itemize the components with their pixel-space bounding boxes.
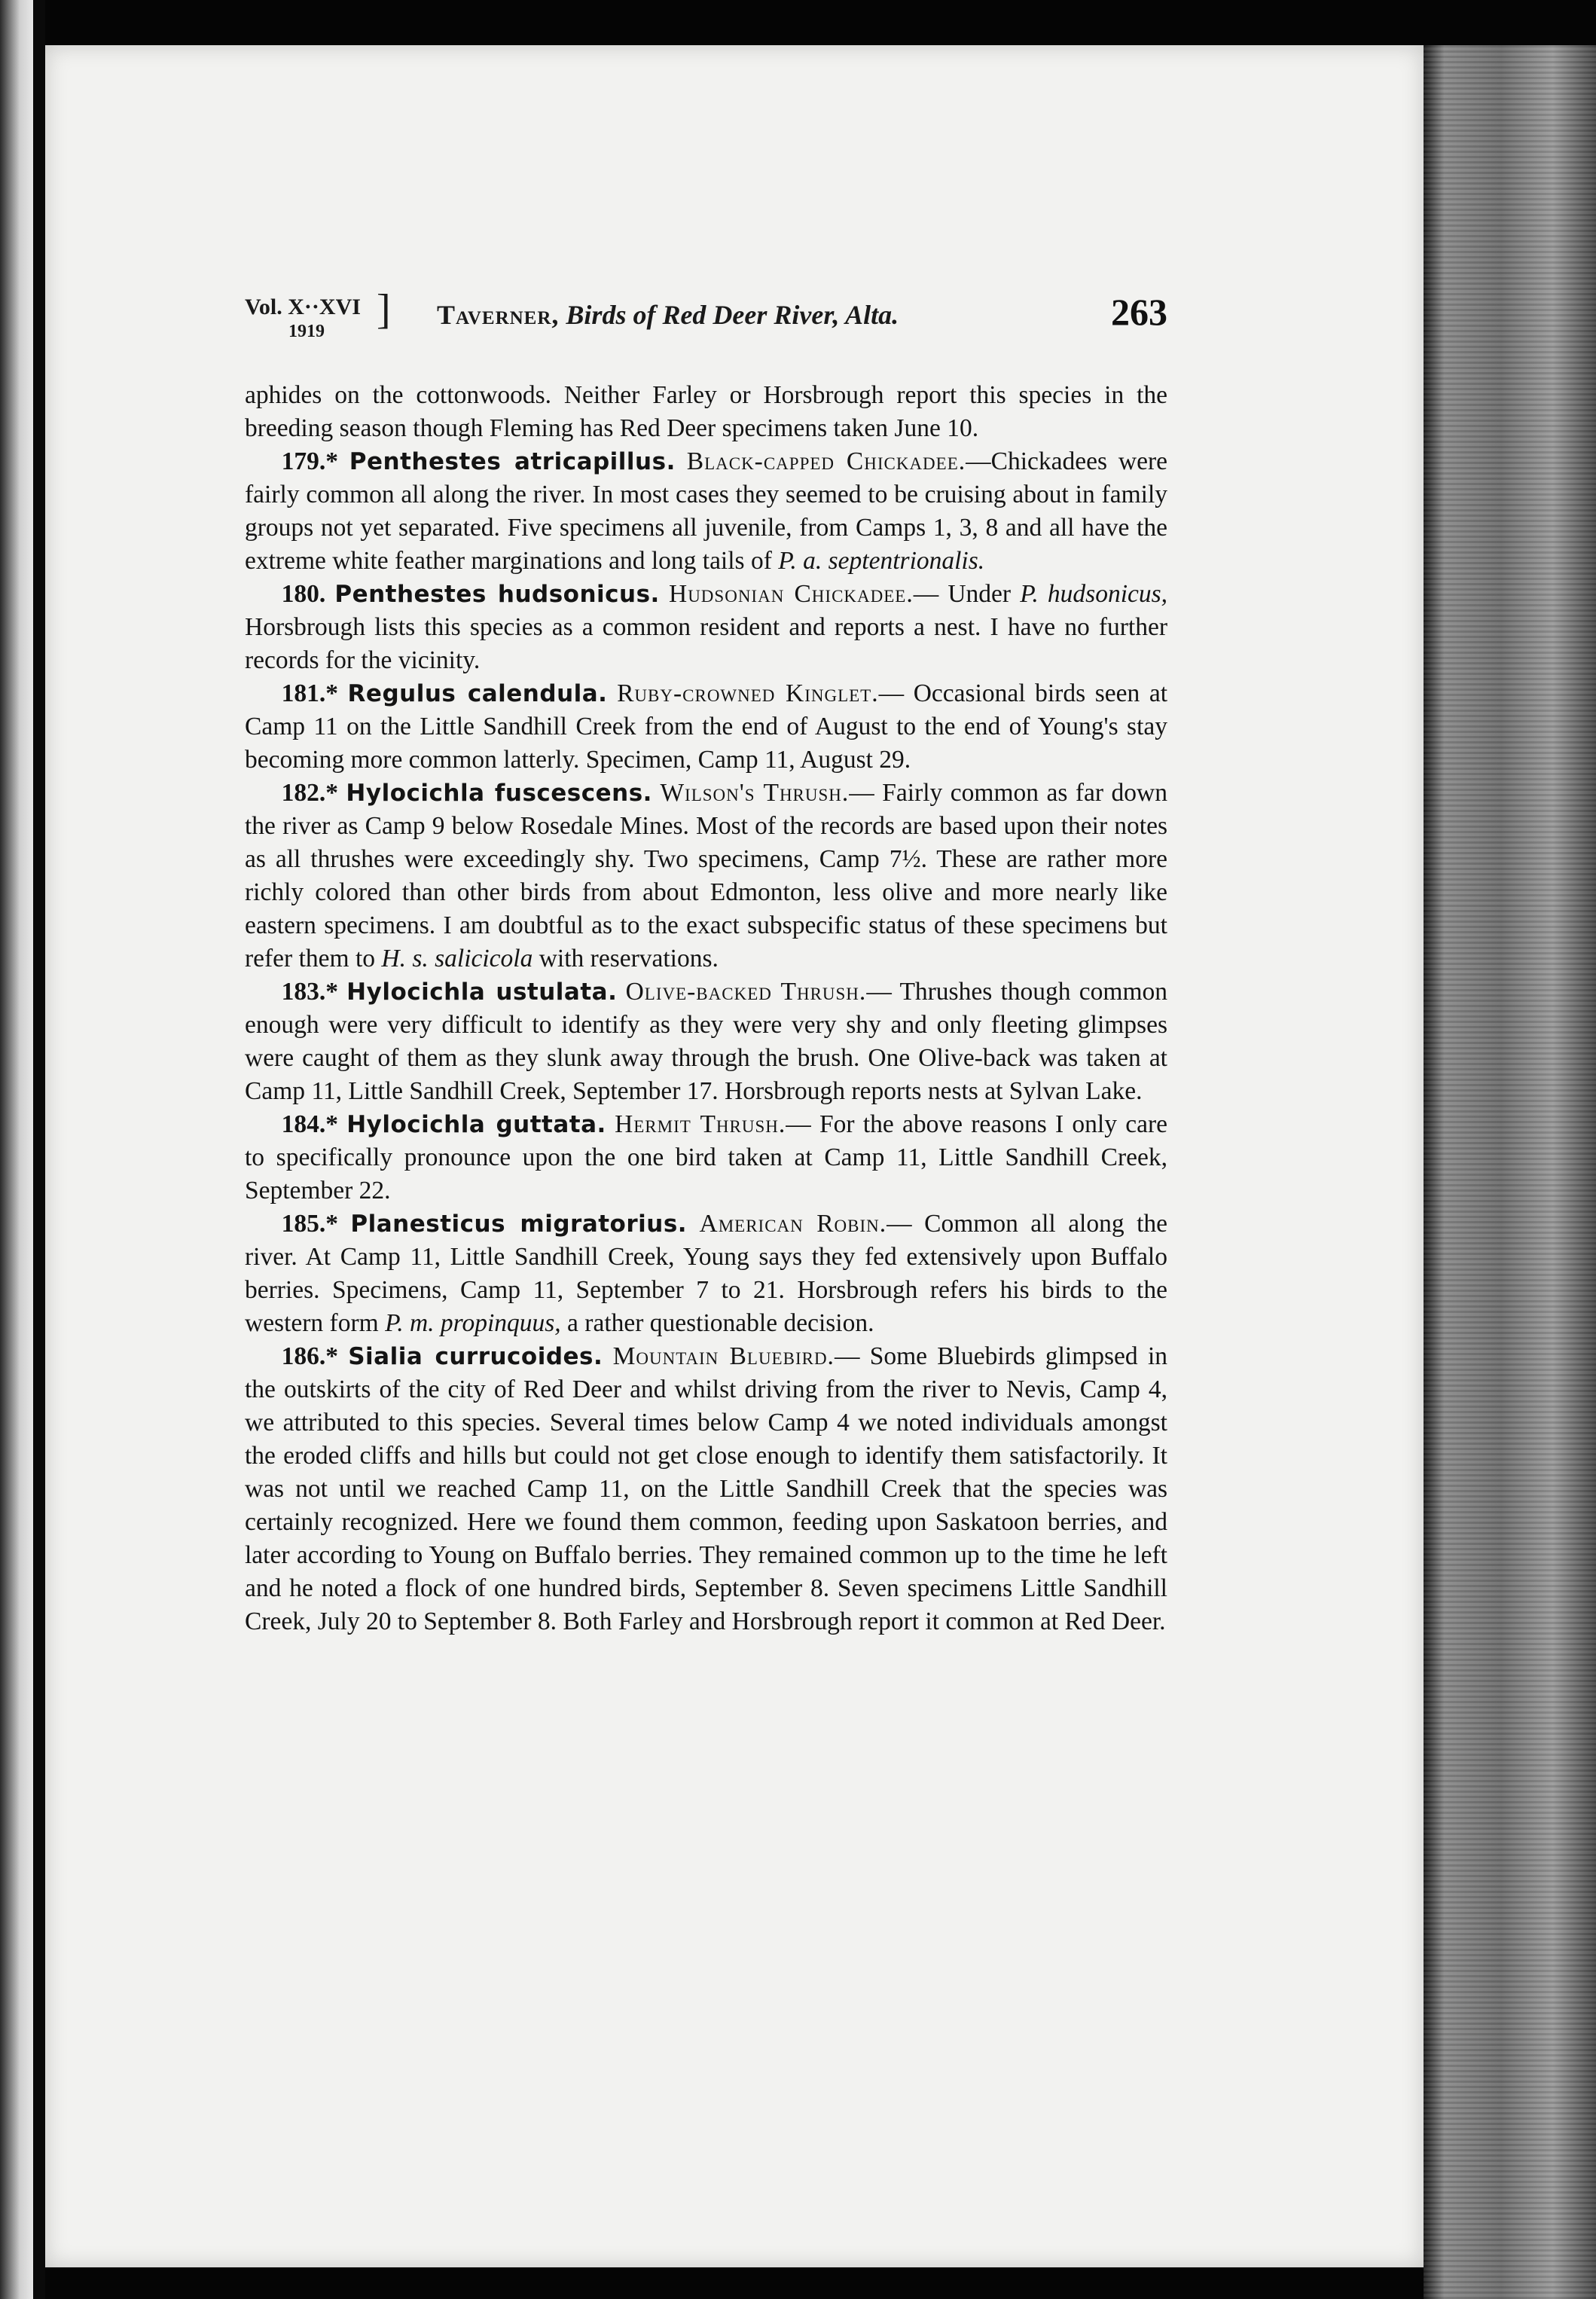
entry-text-tail: Horsbrough lists this species as a common resident and reports a nest. I have no further records for the vicinity. [245, 613, 1167, 674]
species-entry-184 [245, 1108, 1167, 1208]
running-title [437, 299, 899, 331]
italic-taxon: P. m. propinquus, [385, 1309, 561, 1337]
running-header [245, 286, 1167, 343]
entry-text: — Common all along the river. At Camp 11, Little Sandhill Creek, Young says they fed extensively upon Buffalo berries. Specimens, Camp 11, September 7 to 21. Horsbrough refers his birds to the western form [245, 1210, 1167, 1337]
italic-taxon: P. a. septentrionalis. [778, 547, 985, 575]
entry-number: 182.* [281, 779, 338, 807]
left-page-edge [0, 0, 33, 2299]
entry-number: 181.* [281, 679, 338, 707]
species-entry-179 [245, 445, 1167, 578]
binding-gap [33, 0, 45, 2299]
page-number: 263 [1111, 291, 1167, 333]
entry-number: 179.* [281, 447, 338, 475]
scientific-name: Hylocichla guttata. [346, 1111, 606, 1138]
species-entry-185 [245, 1208, 1167, 1340]
scientific-name: Penthestes atricapillus. [349, 448, 676, 475]
species-entry-180 [245, 578, 1167, 677]
entry-text-tail: with reservations. [533, 945, 719, 972]
entry-number: 186.* [281, 1342, 338, 1370]
entry-text-tail: a rather questionable decision. [560, 1309, 874, 1337]
entry-text: — Under [913, 580, 1021, 608]
entry-number: 180. [281, 580, 326, 608]
entry-text: — For the above reasons I only care to specifically pronounce upon the one bird taken at Camp 11, Little Sandhill Creek, September 22. [245, 1110, 1167, 1204]
entry-number: 183.* [281, 978, 338, 1006]
scientific-name: Penthestes hudsonicus. [334, 581, 660, 608]
volume-label: Vol. X··XVI [245, 295, 361, 319]
entry-text: — Some Bluebirds glimpsed in the outskirts of the city of Red Deer and whilst driving from the river to Nevis, Camp 4, we attributed to this species. Several times below Camp 4 we noted individuals amongst the eroded cliffs and hills but could not get close enough to identify them satisfactorily. It was not until we reached Camp 11, on the Little Sandhill Creek that the species was certainly recognized. Here we found them common, feeding upon Saskatoon berries, and later according to Young on Buffalo berries. They remained common up to the time he left and he noted a flock of one hundred birds, September 8. Seven specimens Little Sandhill Creek, July 20 to September 8. Both Farley and Horsbrough report it common at Red Deer. [245, 1342, 1168, 1635]
species-entry-183 [245, 975, 1167, 1108]
entry-number: 184.* [281, 1110, 338, 1138]
entry-text: — Occasional birds seen at Camp 11 on the Little Sandhill Creek from the end of August to the end of Young's stay becoming more common latterly. Specimen, Camp 11, August 29. [245, 679, 1168, 774]
common-name: Hudsonian Chickadee. [669, 580, 914, 608]
scientific-name: Hylocichla fuscescens. [346, 780, 652, 807]
entry-text: — Thrushes though common enough were very difficult to identify as they were very shy and only fleeting glimpses were caught of them as they slunk away through the brush. One Olive-back was taken at Camp 11, Little Sandhill Creek, September 17. Horsbrough reports nests at Sylvan Lake. [245, 978, 1168, 1105]
right-page-edge [1424, 45, 1596, 2299]
entry-text: — Fairly common as far down the river as Camp 9 below Rosedale Mines. Most of the records are based upon their notes as all thrushes were exceedingly shy. Two specimens, Camp 7½. These are rather more richly colored than other birds from about Edmonton, less olive and more nearly like eastern specimens. I am doubtful as to the exact subspecific status of these specimens but refer them to [245, 779, 1167, 972]
scientific-name: Hylocichla ustulata. [346, 979, 618, 1006]
common-name: Wilson's Thrush. [660, 779, 850, 807]
volume-year: 1919 [288, 322, 325, 341]
scientific-name: Regulus calendula. [347, 680, 608, 707]
italic-taxon: P. hudsonicus, [1020, 580, 1168, 608]
author-name: Taverner, [437, 300, 560, 330]
common-name: Olive-backed Thrush. [625, 978, 867, 1006]
common-name: Black-capped Chickadee. [686, 447, 966, 475]
species-entry-186 [245, 1340, 1167, 1638]
species-entry-182 [245, 777, 1167, 975]
italic-taxon: H. s. salicicola [381, 945, 533, 972]
common-name: Hermit Thrush. [615, 1110, 786, 1138]
common-name: Ruby-crowned Kinglet. [617, 679, 879, 707]
species-entry-181 [245, 677, 1167, 777]
entry-number: 185.* [281, 1210, 338, 1238]
entry-text: —Chickadees were fairly common all along the river. In most cases they seemed to be cruising about in family groups not yet separated. Five specimens all juvenile, from Camps 1, 3, 8 and all have the extreme white feather marginations and long tails of [245, 447, 1167, 575]
scientific-name: Sialia currucoides. [348, 1343, 603, 1370]
intro-paragraph: aphides on the cottonwoods. Neither Farley or Horsbrough report this species in the breeding season though Fleming has Red Deer specimens taken June 10. [245, 381, 1167, 442]
scientific-name: Planesticus migratorius. [350, 1211, 688, 1238]
header-bracket: ] [377, 286, 391, 333]
common-name: Mountain Bluebird. [612, 1342, 835, 1370]
page-body [245, 379, 1167, 1638]
common-name: American Robin. [699, 1210, 887, 1238]
work-title: Birds of Red Deer River, Alta. [566, 300, 899, 330]
